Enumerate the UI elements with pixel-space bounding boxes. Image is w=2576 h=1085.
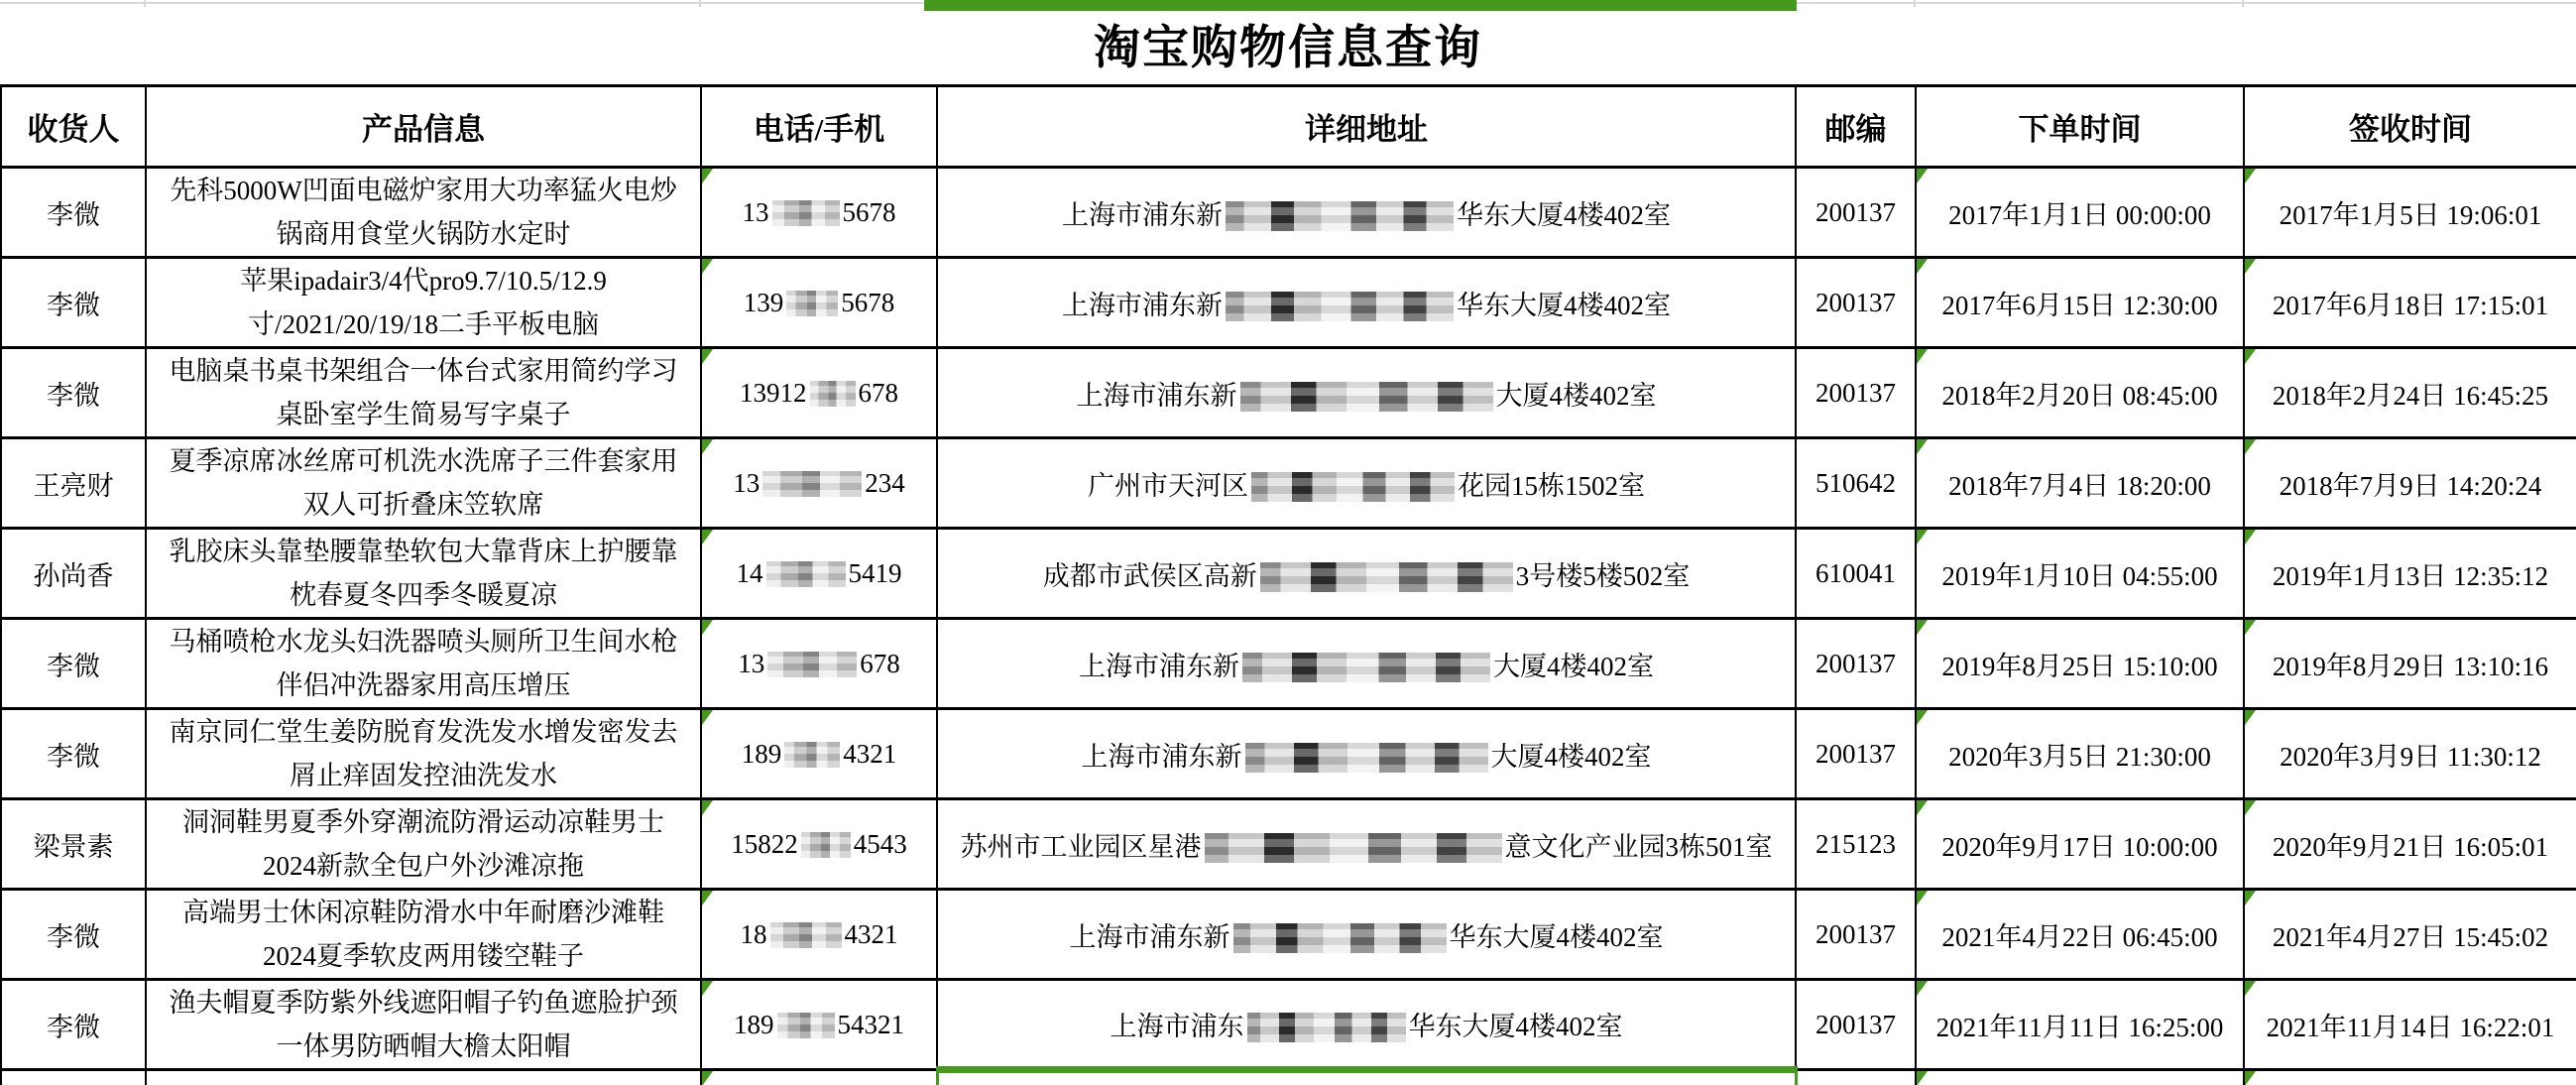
- sign-time-text: 2020年3月9日 11:30:12: [2280, 742, 2541, 772]
- order-time-cell[interactable]: [1916, 168, 2244, 258]
- address-cell[interactable]: [937, 168, 1796, 258]
- table-row: [1, 348, 2576, 438]
- sign-time-cell[interactable]: [2244, 348, 2576, 438]
- column-header[interactable]: [1916, 86, 2244, 168]
- zip-text: 200137: [1815, 1010, 1896, 1039]
- product-text: 夏季凉席冰丝席可机洗水洗席子三件套家用双人可折叠床笠软席: [170, 446, 678, 520]
- gridline-stub: [1914, 0, 1916, 7]
- order-time-cell[interactable]: [1916, 348, 2244, 438]
- recipient-text: 梁景素: [34, 832, 114, 862]
- product-cell[interactable]: [146, 348, 701, 438]
- recipient-text: 李微: [47, 742, 100, 772]
- product-cell[interactable]: [146, 168, 701, 258]
- recipient-text: 李微: [47, 200, 100, 230]
- error-indicator-triangle-icon: [1917, 800, 1928, 815]
- zip-cell[interactable]: [1796, 529, 1916, 619]
- recipient-cell[interactable]: [1, 438, 146, 529]
- address-prefix-text: 上海市浦东新: [1077, 381, 1237, 411]
- address-prefix-text: 上海市浦东: [1111, 1012, 1244, 1041]
- order-time-text: 2021年11月11日 16:25:00: [1936, 1013, 2224, 1042]
- order-time-cell[interactable]: [1916, 709, 2244, 799]
- recipient-text: 李微: [47, 922, 100, 952]
- zip-text: 200137: [1815, 919, 1896, 949]
- order-time-text: 2019年8月25日 15:10:00: [1941, 652, 2217, 681]
- error-indicator-triangle-icon: [1917, 259, 1928, 274]
- address-cell[interactable]: [937, 890, 1796, 980]
- redaction-mosaic: [770, 922, 842, 948]
- table-row: [1, 799, 2576, 890]
- recipient-cell[interactable]: [1, 348, 146, 438]
- column-header[interactable]: [937, 86, 1796, 168]
- order-time-text: 2018年2月20日 08:45:00: [1941, 381, 2217, 411]
- zip-cell[interactable]: [1796, 890, 1916, 980]
- address-cell[interactable]: [937, 799, 1796, 890]
- product-cell[interactable]: [146, 890, 701, 980]
- table-row: [1, 619, 2576, 709]
- table-header-row: [1, 86, 2576, 168]
- error-indicator-triangle-icon: [2245, 530, 2256, 544]
- recipient-cell[interactable]: [1, 1070, 146, 1085]
- phone-prefix-text: 18: [741, 919, 767, 949]
- redaction-mosaic: [1245, 743, 1488, 773]
- product-cell[interactable]: [146, 258, 701, 348]
- phone-prefix-text: 15822: [731, 829, 798, 859]
- column-header-label: 下单时间: [2019, 112, 2142, 147]
- error-indicator-triangle-icon: [2245, 710, 2256, 725]
- product-text: 南京同仁堂生姜防脱育发洗发水增发密发去屑止痒固发控油洗发水: [170, 717, 678, 790]
- recipient-cell[interactable]: [1, 619, 146, 709]
- zip-cell[interactable]: [1796, 258, 1916, 348]
- redaction-mosaic: [1205, 833, 1502, 863]
- phone-cell[interactable]: [701, 1070, 937, 1085]
- sign-time-cell[interactable]: [2244, 1070, 2576, 1085]
- sign-time-text: 2018年2月24日 16:45:25: [2273, 381, 2548, 411]
- sign-time-cell[interactable]: [2244, 619, 2576, 709]
- redaction-mosaic: [1226, 201, 1454, 231]
- address-suffix-text: 大厦4楼402室: [1496, 381, 1657, 411]
- error-indicator-triangle-icon: [2245, 169, 2256, 183]
- phone-suffix-text: 678: [859, 378, 899, 408]
- error-indicator-triangle-icon: [1917, 710, 1928, 725]
- sign-time-cell[interactable]: [2244, 529, 2576, 619]
- phone-prefix-text: 13912: [740, 378, 807, 408]
- phone-prefix-text: 13: [743, 197, 769, 227]
- column-header-label: 收货人: [28, 112, 120, 147]
- redaction-mosaic: [1233, 923, 1447, 953]
- error-indicator-triangle-icon: [1917, 530, 1928, 544]
- selected-address-cell[interactable]: [937, 1070, 1796, 1085]
- table-row: [1, 890, 2576, 980]
- product-cell[interactable]: [146, 438, 701, 529]
- error-indicator-triangle-icon: [702, 1071, 713, 1085]
- phone-cell[interactable]: [701, 348, 937, 438]
- address-cell[interactable]: [937, 619, 1796, 709]
- product-cell[interactable]: [146, 619, 701, 709]
- address-suffix-text: 大厦4楼402室: [1491, 742, 1652, 772]
- phone-prefix-text: 189: [734, 1010, 774, 1039]
- phone-suffix-text: 4321: [843, 739, 896, 769]
- zip-text: 200137: [1815, 649, 1896, 678]
- order-time-cell[interactable]: [1916, 980, 2244, 1070]
- address-cell[interactable]: [937, 258, 1796, 348]
- sign-time-text: 2017年1月5日 19:06:01: [2280, 200, 2542, 230]
- order-time-cell[interactable]: [1916, 529, 2244, 619]
- table-row: [1, 438, 2576, 529]
- address-prefix-text: 上海市浦东新: [1070, 922, 1230, 952]
- recipient-text: 李微: [47, 381, 100, 411]
- page-title: 淘宝购物信息查询: [0, 16, 2576, 81]
- column-header[interactable]: [1, 86, 146, 168]
- phone-cell[interactable]: [701, 529, 937, 619]
- recipient-cell[interactable]: [1, 709, 146, 799]
- address-prefix-text: 上海市浦东新: [1062, 291, 1223, 320]
- sign-time-text: 2019年1月13日 12:35:12: [2273, 561, 2548, 591]
- phone-suffix-text: 5678: [843, 197, 896, 227]
- address-prefix-text: 成都市武侯区高新: [1043, 561, 1257, 591]
- phone-prefix-text: 14: [737, 558, 763, 588]
- order-time-cell[interactable]: [1916, 438, 2244, 529]
- error-indicator-triangle-icon: [1917, 439, 1928, 454]
- sign-time-text: 2019年8月29日 13:10:16: [2273, 652, 2548, 681]
- column-header-label: 电话/手机: [754, 112, 885, 147]
- order-time-cell[interactable]: [1916, 1070, 2244, 1085]
- column-header-label: 邮编: [1825, 112, 1887, 147]
- phone-suffix-text: 54321: [838, 1010, 905, 1039]
- error-indicator-triangle-icon: [702, 169, 713, 183]
- error-indicator-triangle-icon: [702, 710, 713, 725]
- table-row: [1, 168, 2576, 258]
- sign-time-text: 2021年4月27日 15:45:02: [2273, 922, 2548, 952]
- product-text: 乳胶床头靠垫腰靠垫软包大靠背床上护腰靠枕春夏冬四季冬暖夏凉: [170, 537, 678, 610]
- redaction-mosaic: [1226, 292, 1454, 321]
- redaction-mosaic: [762, 471, 862, 497]
- address-cell[interactable]: [937, 438, 1796, 529]
- product-text: 先科5000W凹面电磁炉家用大功率猛火电炒锅商用食堂火锅防水定时: [170, 176, 676, 249]
- phone-cell[interactable]: [701, 890, 937, 980]
- error-indicator-triangle-icon: [2245, 981, 2256, 996]
- phone-cell[interactable]: [701, 168, 937, 258]
- redaction-mosaic: [772, 200, 840, 226]
- sign-time-cell[interactable]: [2244, 709, 2576, 799]
- sign-time-cell[interactable]: [2244, 890, 2576, 980]
- redaction-mosaic: [801, 832, 851, 858]
- order-time-text: 2017年1月1日 00:00:00: [1948, 200, 2211, 230]
- address-suffix-text: 意文化产业园3栋501室: [1505, 832, 1773, 862]
- address-suffix-text: 大厦4楼402室: [1493, 652, 1654, 681]
- zip-cell[interactable]: [1796, 1070, 1916, 1085]
- error-indicator-triangle-icon: [702, 530, 713, 544]
- error-indicator-triangle-icon: [702, 439, 713, 454]
- zip-cell[interactable]: [1796, 619, 1916, 709]
- address-prefix-text: 苏州市工业园区星港: [961, 832, 1202, 862]
- selection-border-fragment: [924, 0, 1797, 11]
- column-header[interactable]: [2244, 86, 2576, 168]
- error-indicator-triangle-icon: [1917, 891, 1928, 905]
- recipient-cell[interactable]: [1, 890, 146, 980]
- zip-text: 610041: [1815, 558, 1896, 588]
- zip-cell[interactable]: [1796, 799, 1916, 890]
- order-time-text: 2017年6月15日 12:30:00: [1941, 291, 2217, 320]
- product-text: 渔夫帽夏季防紫外线遮阳帽子钓鱼遮脸护颈一体男防晒帽大檐太阳帽: [170, 988, 678, 1061]
- sign-time-text: 2020年9月21日 16:05:01: [2273, 832, 2548, 862]
- sign-time-text: 2017年6月18日 17:15:01: [2273, 291, 2548, 320]
- error-indicator-triangle-icon: [1917, 169, 1928, 183]
- sign-time-cell[interactable]: [2244, 168, 2576, 258]
- error-indicator-triangle-icon: [2245, 620, 2256, 635]
- order-time-cell[interactable]: [1916, 890, 2244, 980]
- error-indicator-triangle-icon: [1917, 1071, 1928, 1085]
- address-suffix-text: 花园15栋1502室: [1458, 471, 1645, 501]
- redaction-mosaic: [1247, 1013, 1406, 1042]
- sign-time-cell[interactable]: [2244, 438, 2576, 529]
- order-time-text: 2019年1月10日 04:55:00: [1941, 561, 2217, 591]
- sign-time-text: 2021年11月14日 16:22:01: [2267, 1013, 2555, 1042]
- redaction-mosaic: [786, 291, 838, 316]
- zip-cell[interactable]: [1796, 348, 1916, 438]
- error-indicator-triangle-icon: [2245, 891, 2256, 905]
- phone-suffix-text: 234: [865, 468, 905, 498]
- order-time-cell[interactable]: [1916, 619, 2244, 709]
- address-cell[interactable]: [937, 980, 1796, 1070]
- redaction-mosaic: [1251, 472, 1455, 502]
- product-text: 马桶喷枪水龙头妇洗器喷头厕所卫生间水枪伴侣冲洗器家用高压增压: [170, 627, 678, 700]
- redaction-mosaic: [784, 742, 840, 768]
- phone-prefix-text: 13: [733, 468, 760, 498]
- sign-time-cell[interactable]: [2244, 258, 2576, 348]
- phone-cell[interactable]: [701, 980, 937, 1070]
- address-cell[interactable]: [937, 709, 1796, 799]
- zip-text: 200137: [1815, 288, 1896, 317]
- phone-cell[interactable]: [701, 799, 937, 890]
- gridline-stub: [699, 0, 701, 7]
- error-indicator-triangle-icon: [702, 620, 713, 635]
- table-row: [1, 980, 2576, 1070]
- error-indicator-triangle-icon: [2245, 349, 2256, 364]
- error-indicator-triangle-icon: [2245, 259, 2256, 274]
- phone-cell[interactable]: [701, 619, 937, 709]
- redaction-mosaic: [767, 652, 857, 677]
- address-suffix-text: 华东大厦4楼402室: [1457, 200, 1671, 230]
- zip-text: 215123: [1815, 829, 1896, 859]
- error-indicator-triangle-icon: [702, 800, 713, 815]
- recipient-text: 孙尚香: [34, 561, 114, 591]
- redaction-mosaic: [1242, 653, 1490, 682]
- product-text: 电脑桌书桌书架组合一体台式家用简约学习桌卧室学生简易写字桌子: [170, 356, 678, 429]
- recipient-cell[interactable]: [1, 799, 146, 890]
- redaction-mosaic: [777, 1013, 835, 1038]
- redaction-mosaic: [1240, 382, 1493, 412]
- product-cell[interactable]: [146, 1070, 701, 1085]
- recipient-text: 李微: [47, 291, 100, 320]
- error-indicator-triangle-icon: [702, 981, 713, 996]
- error-indicator-triangle-icon: [1917, 981, 1928, 996]
- phone-cell[interactable]: [701, 709, 937, 799]
- error-indicator-triangle-icon: [1917, 349, 1928, 364]
- redaction-mosaic: [1260, 562, 1513, 592]
- address-suffix-text: 华东大厦4楼402室: [1457, 291, 1671, 320]
- sign-time-text: 2018年7月9日 14:20:24: [2280, 471, 2542, 501]
- product-cell[interactable]: [146, 709, 701, 799]
- phone-suffix-text: 5419: [849, 558, 902, 588]
- error-indicator-triangle-icon: [2245, 1071, 2256, 1085]
- phone-prefix-text: 139: [744, 288, 784, 317]
- zip-text: 200137: [1815, 378, 1896, 408]
- phone-suffix-text: 5678: [841, 288, 894, 317]
- order-time-text: 2018年7月4日 18:20:00: [1948, 471, 2211, 501]
- order-time-text: 2021年4月22日 06:45:00: [1941, 922, 2217, 952]
- error-indicator-triangle-icon: [702, 349, 713, 364]
- phone-prefix-text: 189: [742, 739, 782, 769]
- sign-time-cell[interactable]: [2244, 980, 2576, 1070]
- address-suffix-text: 3号楼5楼502室: [1516, 561, 1691, 591]
- recipient-text: 王亮财: [34, 471, 114, 501]
- recipient-cell[interactable]: [1, 258, 146, 348]
- gridline-stub: [144, 0, 146, 7]
- order-time-text: 2020年9月17日 10:00:00: [1941, 832, 2217, 862]
- address-prefix-text: 广州市天河区: [1088, 471, 1248, 501]
- recipient-text: 李微: [47, 652, 100, 681]
- zip-cell[interactable]: [1796, 709, 1916, 799]
- product-cell[interactable]: [146, 529, 701, 619]
- zip-text: 510642: [1815, 468, 1896, 498]
- column-header-label: 签收时间: [2349, 112, 2472, 147]
- table-row: [1, 529, 2576, 619]
- phone-prefix-text: 13: [738, 649, 764, 678]
- recipient-cell[interactable]: [1, 529, 146, 619]
- product-cell[interactable]: [146, 799, 701, 890]
- phone-suffix-text: 678: [860, 649, 900, 678]
- column-header[interactable]: [1796, 86, 1916, 168]
- product-text: 洞洞鞋男夏季外穿潮流防滑运动凉鞋男士2024新款全包户外沙滩凉拖: [182, 807, 664, 881]
- address-cell[interactable]: [937, 529, 1796, 619]
- zip-cell[interactable]: [1796, 168, 1916, 258]
- product-text: 高端男士休闲凉鞋防滑水中年耐磨沙滩鞋2024夏季软皮两用镂空鞋子: [182, 898, 664, 971]
- address-prefix-text: 上海市浦东新: [1079, 652, 1239, 681]
- table-row-partial: [1, 1070, 2576, 1085]
- order-time-text: 2020年3月5日 21:30:00: [1948, 742, 2211, 772]
- orders-table: [0, 84, 2576, 1085]
- table-row: [1, 258, 2576, 348]
- recipient-cell[interactable]: [1, 980, 146, 1070]
- sign-time-cell[interactable]: [2244, 799, 2576, 890]
- phone-cell[interactable]: [701, 258, 937, 348]
- error-indicator-triangle-icon: [702, 891, 713, 905]
- zip-text: 200137: [1815, 197, 1896, 227]
- column-header[interactable]: [701, 86, 937, 168]
- redaction-mosaic: [810, 381, 856, 407]
- zip-text: 200137: [1815, 739, 1896, 769]
- zip-cell[interactable]: [1796, 438, 1916, 529]
- column-header-label: 产品信息: [362, 112, 485, 147]
- address-suffix-text: 华东大厦4楼402室: [1450, 922, 1664, 952]
- address-cell[interactable]: [937, 348, 1796, 438]
- product-text: 苹果ipadair3/4代pro9.7/10.5/12.9寸/2021/20/19/18二手平板电脑: [240, 266, 607, 339]
- address-suffix-text: 华东大厦4楼402室: [1409, 1012, 1623, 1041]
- error-indicator-triangle-icon: [2245, 800, 2256, 815]
- error-indicator-triangle-icon: [1917, 620, 1928, 635]
- column-header-label: 详细地址: [1305, 112, 1428, 147]
- error-indicator-triangle-icon: [702, 259, 713, 274]
- gridline-stub: [2242, 0, 2244, 7]
- address-prefix-text: 上海市浦东新: [1062, 200, 1223, 230]
- order-time-cell[interactable]: [1916, 258, 2244, 348]
- address-prefix-text: 上海市浦东新: [1082, 742, 1242, 772]
- phone-suffix-text: 4543: [854, 829, 907, 859]
- recipient-text: 李微: [47, 1013, 100, 1042]
- redaction-mosaic: [766, 561, 846, 587]
- recipient-cell[interactable]: [1, 168, 146, 258]
- phone-suffix-text: 4321: [845, 919, 898, 949]
- product-cell[interactable]: [146, 980, 701, 1070]
- zip-cell[interactable]: [1796, 980, 1916, 1070]
- error-indicator-triangle-icon: [2245, 439, 2256, 454]
- phone-cell[interactable]: [701, 438, 937, 529]
- order-time-cell[interactable]: [1916, 799, 2244, 890]
- table-row: [1, 709, 2576, 799]
- column-header[interactable]: [146, 86, 701, 168]
